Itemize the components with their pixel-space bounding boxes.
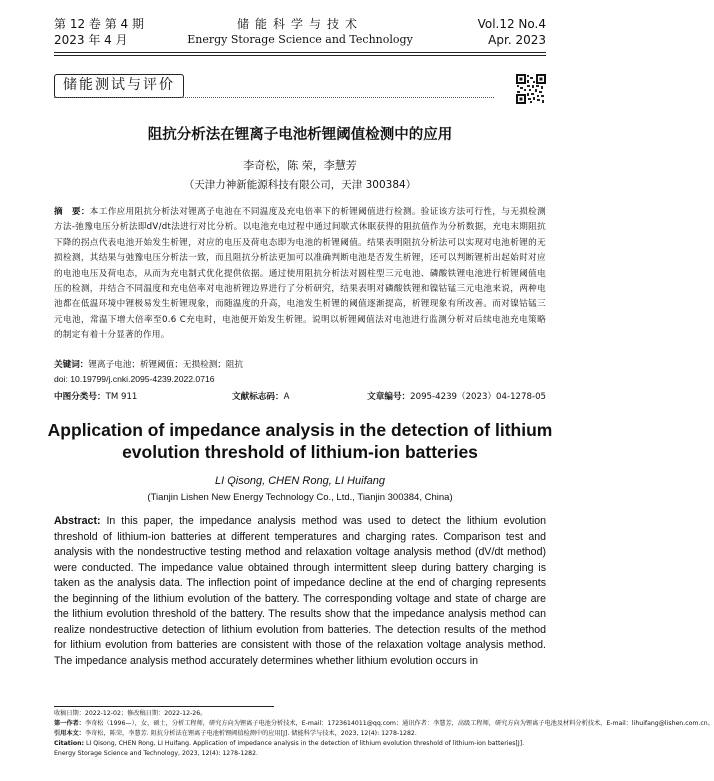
keywords-label-cn: 关键词： (54, 360, 89, 370)
section-label: 储能测试与评价 (54, 74, 184, 98)
journal-name-cn: 储能科学与技术 (236, 17, 363, 31)
footnote-rule (54, 706, 274, 707)
keywords-text-cn: 锂离子电池；析锂阈值；无损检测；阻抗 (88, 360, 244, 370)
article-number (367, 390, 546, 402)
footnote (54, 709, 714, 759)
date-cn: 2023 年 4 月 (54, 33, 128, 47)
cite-cn (54, 729, 546, 739)
keywords-cn (54, 358, 243, 370)
doc-code-label: 文献标志码： (232, 392, 284, 402)
abstract-label-cn: 摘 要： (54, 207, 90, 217)
journal-name-en: Energy Storage Science and Technology (187, 33, 413, 46)
clc-code (54, 390, 137, 402)
abstract-text-en: In this paper, the impedance analysis method was used to detect the lithium evolution threshold of lithium-ion batteries at different temperatures and charging rates. Comparison test and analysis with the nondestructive testing method and relaxation voltage analysis method (dV/dt method) were conducted. The impedance value obtained through intermittent sleep during battery charging is taken as the analysis data. The inflection point of impedance decline at the end of charging represents the beginning of the lithium evolution of the battery. The corresponding voltage and state of charge are the lithium evolution threshold of the battery. The results show that the impedance analysis method can realize nondestructive detection of lithium evolution from batteries. The detection results of the method for lithium evolution from batteries are consistent with those of the relaxation voltage analysis method. The impedance analysis method accurately determines whether lithium evolution occurs in (54, 515, 546, 667)
affiliation-en: (Tianjin Lishen New Energy Technology Co., Ltd., Tianjin 300384, China) (147, 492, 453, 503)
citation-label-en: Citation: (54, 740, 85, 747)
journal-name (54, 16, 546, 48)
citation-text-en: LI Qisong, CHEN Rong, LI Huifang. Application of impedance analysis in the detection of lithium evolution threshold of lithium-ion batteries[J]. Energy Storage Science and Technology, 2023, 12(4): 1278-1282. (54, 740, 525, 757)
volume-issue-en: Vol.12 No.4 (477, 17, 546, 31)
authors-en: LI Qisong, CHEN Rong, LI Huifang (215, 475, 385, 487)
date-en: Apr. 2023 (488, 33, 546, 47)
article-number-label: 文章编号： (367, 392, 411, 402)
running-header (54, 16, 546, 50)
doc-code (232, 390, 289, 402)
first-author-note (54, 719, 714, 729)
article-title-en: Application of impedance analysis in the detection of lithium evolution threshold of lithium-ion batteries (47, 420, 553, 462)
citation-en (54, 739, 546, 759)
authors-cn: 李奇松，陈 荣，李慧芳 (243, 159, 357, 172)
first-author-text: 李奇松（1996—），女，硕士，分析工程师，研究方向为锂离子电池分析技术，E-mail：1723614011@qq.com；通讯作者：李慧芳，高级工程师，研究方向为锂离子电池及材料分析技术，E-mail：lihuifang@lishen.com.cn。 (84, 720, 714, 727)
abstract-label-en: Abstract: (54, 515, 101, 527)
clc-value: TM 911 (105, 392, 138, 402)
abstract-en (54, 514, 546, 669)
article-number-value: 2095-4239（2023）04-1278-05 (410, 392, 546, 402)
affiliation-cn: （天津力神新能源科技有限公司，天津 300384） (183, 179, 417, 191)
clc-label: 中图分类号： (54, 392, 106, 402)
header-rule (54, 52, 546, 53)
abstract-text-cn: 本工作应用阻抗分析法对锂离子电池在不同温度及充电倍率下的析锂阈值进行检测。验证该方法可行性，与无损检测方法-弛豫电压分析法即dV/dt法进行对比分析。以电池充电过程中通过间歇式休眠获得的阻抗值作为分析数据，充电末期阻抗下降的拐点代表电池开始发生析锂，对应的电压及荷电态即为电池的析锂阈值。结果表明阻抗分析法可以实现对电池析锂的无损检测，其结果与弛豫电压分析法一致，而且阻抗分析法更加可以准确判断电池是否发生析锂，还可以判断锂析出起始时对应的电池电压及荷电态，从而为充电制式优化提供依据。通过使用阻抗分析法对圆柱型三元电池、磷酸铁锂电池进行析锂阈值电压的检测，并结合不同温度和充电倍率对电池析锂边界进行了分析研究，结果表明对磷酸铁锂和镍钴锰三元电池来说，两种电池都在低温环境中锂极易发生析锂现象，而随温度的升高，电池发生析锂的阈值逐渐提高，析锂现象有所改善。而对镍钴锰三元电池，常温下增大倍率至0.6 C充电时，电池便开始发生析锂。说明以析锂阈值法对电池进行监测分析对后续电池充电策略的制定有着十分显著的作用。 (54, 207, 546, 341)
issue-info-en (478, 16, 546, 48)
volume-issue-cn: 第 12 卷 第 4 期 (54, 17, 144, 31)
received-date: 收稿日期：2022-12-02；修改稿日期：2022-12-26。 (54, 710, 207, 717)
abstract-cn (54, 205, 546, 344)
section-divider (54, 97, 494, 98)
doi: doi: 10.19799/j.cnki.2095-4239.2022.0716 (54, 374, 215, 384)
doc-code-value: A (283, 392, 290, 402)
classification-row (54, 390, 546, 404)
article-title-cn: 阻抗分析法在锂离子电池析锂阈值检测中的应用 (147, 127, 453, 143)
first-author-label: 第一作者： (54, 720, 85, 727)
header-rule-thin (54, 55, 546, 56)
qr-code-icon (516, 74, 546, 104)
cite-text-cn: 李奇松，陈荣，李慧芳. 阻抗分析法在锂离子电池析锂阈值检测中的应用[J]. 储能科学与技术，2023, 12(4): 1278-1282. (84, 730, 417, 737)
cite-label-cn: 引用本文： (54, 730, 85, 737)
